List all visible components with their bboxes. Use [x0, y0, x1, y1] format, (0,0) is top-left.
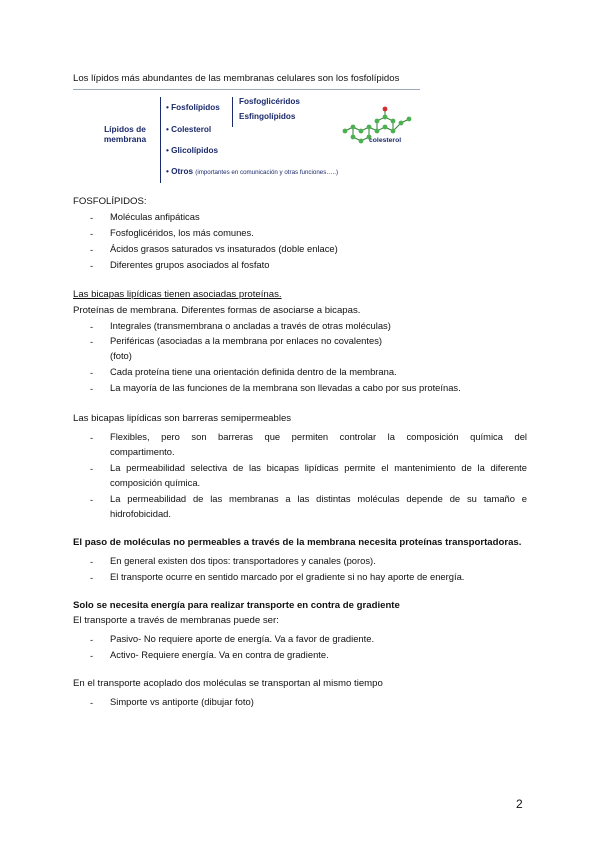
list-item-line: composición química. — [110, 477, 201, 488]
list-item-line: Flexibles, pero son barreras que permiten controlar la composición química del — [110, 431, 527, 442]
list-item: Moléculas anfipáticas — [110, 211, 200, 222]
list-dash: - — [90, 650, 94, 661]
list-dash: - — [90, 383, 94, 394]
list-dash: - — [90, 494, 94, 505]
bullet-icon: • — [166, 125, 169, 134]
barreras-title: Las bicapas lipídicas son barreras semipermeables — [73, 413, 292, 424]
list-item: Periféricas (asociadas a la membrana por enlaces no covalentes) — [110, 335, 383, 346]
list-dash: - — [90, 634, 94, 645]
bicapas-proteinas-title: Las bicapas lipídicas tienen asociadas proteínas. — [73, 289, 282, 300]
list-item: La mayoría de las funciones de la membrana son llevadas a cabo por sus proteínas. — [110, 382, 461, 393]
list-item-line: compartimento. — [110, 446, 175, 457]
list-item: Simporte vs antiporte (dibujar foto) — [110, 696, 254, 707]
list-dash: - — [90, 228, 94, 239]
list-dash: - — [90, 697, 94, 708]
list-dash: - — [90, 572, 94, 583]
figure-item-colesterol: • Colesterol — [166, 125, 212, 134]
paso-title: El paso de moléculas no permeables a través de la membrana necesita proteínas transportadoras. — [73, 537, 522, 548]
bullet-icon: • — [166, 146, 169, 155]
figure-item-glicolipidos: • Glicolípidos — [166, 146, 219, 155]
list-dash: - — [90, 336, 94, 347]
list-item-note: (foto) — [110, 350, 132, 361]
list-item-line: La permeabilidad selectiva de las bicapas lipídicas permite el mantenimiento de la diferente — [110, 462, 527, 473]
lipids-figure — [73, 89, 420, 185]
fosfolipidos-title: FOSFOLÍPIDOS: — [73, 196, 147, 207]
figure-top-rule — [73, 89, 420, 90]
figure-subitem-esfingolipidos: Esfingolípidos — [239, 112, 296, 121]
list-item: Cada proteína tiene una orientación definida dentro de la membrana. — [110, 366, 397, 377]
figure-subitem-fosfogliceridos: Fosfoglicéridos — [239, 97, 300, 106]
list-dash: - — [90, 244, 94, 255]
figure-brace — [160, 97, 161, 183]
list-item: Pasivo- No requiere aporte de energía. Va a favor de gradiente. — [110, 633, 375, 644]
figure-item-fosfolipidos: • Fosfolípidos — [166, 103, 220, 112]
figure-title: Lípidos de membrana — [103, 124, 147, 144]
list-item: Activo- Requiere energía. Va en contra de gradiente. — [110, 649, 329, 660]
list-item: Fosfoglicéridos, los más comunes. — [110, 227, 254, 238]
list-item: Diferentes grupos asociados al fosfato — [110, 259, 270, 270]
figure-item-otros: • Otros (importantes en comunicación y otras funciones…..) — [166, 167, 339, 176]
energia-title: Solo se necesita energía para realizar transporte en contra de gradiente — [73, 600, 400, 611]
list-dash: - — [90, 321, 94, 332]
bullet-icon: • — [166, 167, 169, 176]
list-item: Integrales (transmembrana o ancladas a través de otras moléculas) — [110, 320, 391, 331]
list-item: Ácidos grasos saturados vs insaturados (doble enlace) — [110, 243, 338, 254]
molecule-label: colesterol — [369, 137, 402, 144]
list-dash: - — [90, 212, 94, 223]
acoplado-title: En el transporte acoplado dos moléculas se transportan al mismo tiempo — [73, 678, 383, 689]
page-number: 2 — [516, 797, 523, 811]
list-item-line: hidrofobicidad. — [110, 508, 171, 519]
list-dash: - — [90, 432, 94, 443]
figure-sub-brace — [232, 97, 233, 127]
bicapas-proteinas-intro: Proteínas de membrana. Diferentes formas de asociarse a bicapas. — [73, 305, 361, 316]
list-dash: - — [90, 463, 94, 474]
figure-otros-note: (importantes en comunicación y otras funciones…..) — [195, 169, 339, 176]
list-dash: - — [90, 260, 94, 271]
list-dash: - — [90, 367, 94, 378]
bullet-icon: • — [166, 103, 169, 112]
section-heading: Los lípidos más abundantes de las membranas celulares son los fosfolípidos — [73, 73, 400, 84]
list-item: El transporte ocurre en sentido marcado por el gradiente si no hay aporte de energía. — [110, 571, 465, 582]
energia-intro: El transporte a través de membranas puede ser: — [73, 615, 279, 626]
list-item-line: La permeabilidad de las membranas a las distintas moléculas depende de su tamaño e — [110, 493, 527, 504]
list-dash: - — [90, 556, 94, 567]
list-item: En general existen dos tipos: transportadores y canales (poros). — [110, 555, 376, 566]
